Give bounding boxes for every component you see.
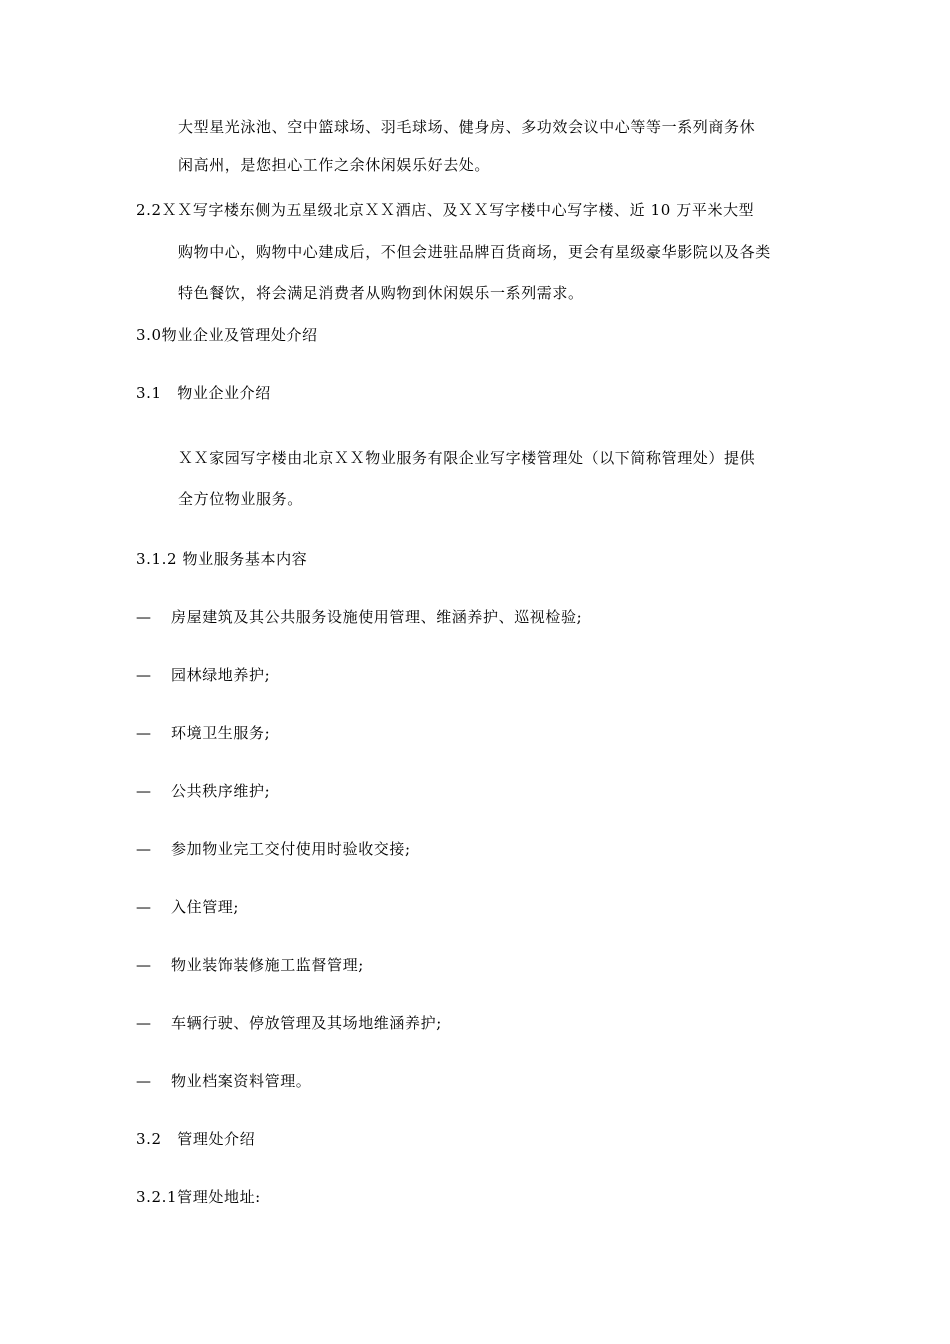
section-heading: 3.0物业企业及管理处介绍 — [136, 326, 318, 344]
section-heading: 3.2.1管理处地址: — [136, 1188, 261, 1206]
paragraph-line: 特色餐饮，将会满足消费者从购物到休闲娱乐一系列需求。 — [178, 284, 584, 302]
list-item-text: 环境卫生服务; — [171, 724, 271, 742]
section-heading: 3.1 物业企业介绍 — [136, 384, 271, 402]
paragraph-line: 大型星光泳池、空中篮球场、羽毛球场、健身房、多功效会议中心等等一系列商务休 — [178, 118, 756, 136]
paragraph-line: 2.2ＸＸ写字楼东侧为五星级北京ＸＸ酒店、及ＸＸ写字楼中心写字楼、近 10 万平米大型 — [136, 201, 755, 219]
bullet-dash: — — [136, 956, 151, 974]
paragraph-line: 闲高州，是您担心工作之余休闲娱乐好去处。 — [178, 156, 491, 174]
list-item-text: 园林绿地养护; — [171, 666, 271, 684]
list-item-text: 入住管理; — [171, 898, 240, 916]
bullet-dash: — — [136, 840, 151, 858]
paragraph-line: 全方位物业服务。 — [178, 490, 303, 508]
bullet-dash: — — [136, 1072, 151, 1090]
bullet-dash: — — [136, 724, 151, 742]
list-item-text: 房屋建筑及其公共服务设施使用管理、维涵养护、巡视检验; — [171, 608, 583, 626]
list-item-text: 车辆行驶、停放管理及其场地维涵养护; — [171, 1014, 442, 1032]
section-heading: 3.1.2 物业服务基本内容 — [136, 550, 308, 568]
paragraph-line: ＸＸ家园写字楼由北京ＸＸ物业服务有限企业写字楼管理处（以下简称管理处）提供 — [178, 449, 756, 467]
list-item-text: 公共秩序维护; — [171, 782, 271, 800]
list-item-text: 物业装饰装修施工监督管理; — [171, 956, 364, 974]
bullet-dash: — — [136, 898, 151, 916]
section-heading: 3.2 管理处介绍 — [136, 1130, 256, 1148]
list-item-text: 参加物业完工交付使用时验收交接; — [171, 840, 411, 858]
paragraph-line: 购物中心，购物中心建成后，不但会进驻品牌百货商场，更会有星级豪华影院以及各类 — [178, 243, 771, 261]
bullet-dash: — — [136, 608, 151, 626]
bullet-dash: — — [136, 666, 151, 684]
list-item-text: 物业档案资料管理。 — [171, 1072, 312, 1090]
bullet-dash: — — [136, 1014, 151, 1032]
bullet-dash: — — [136, 782, 151, 800]
